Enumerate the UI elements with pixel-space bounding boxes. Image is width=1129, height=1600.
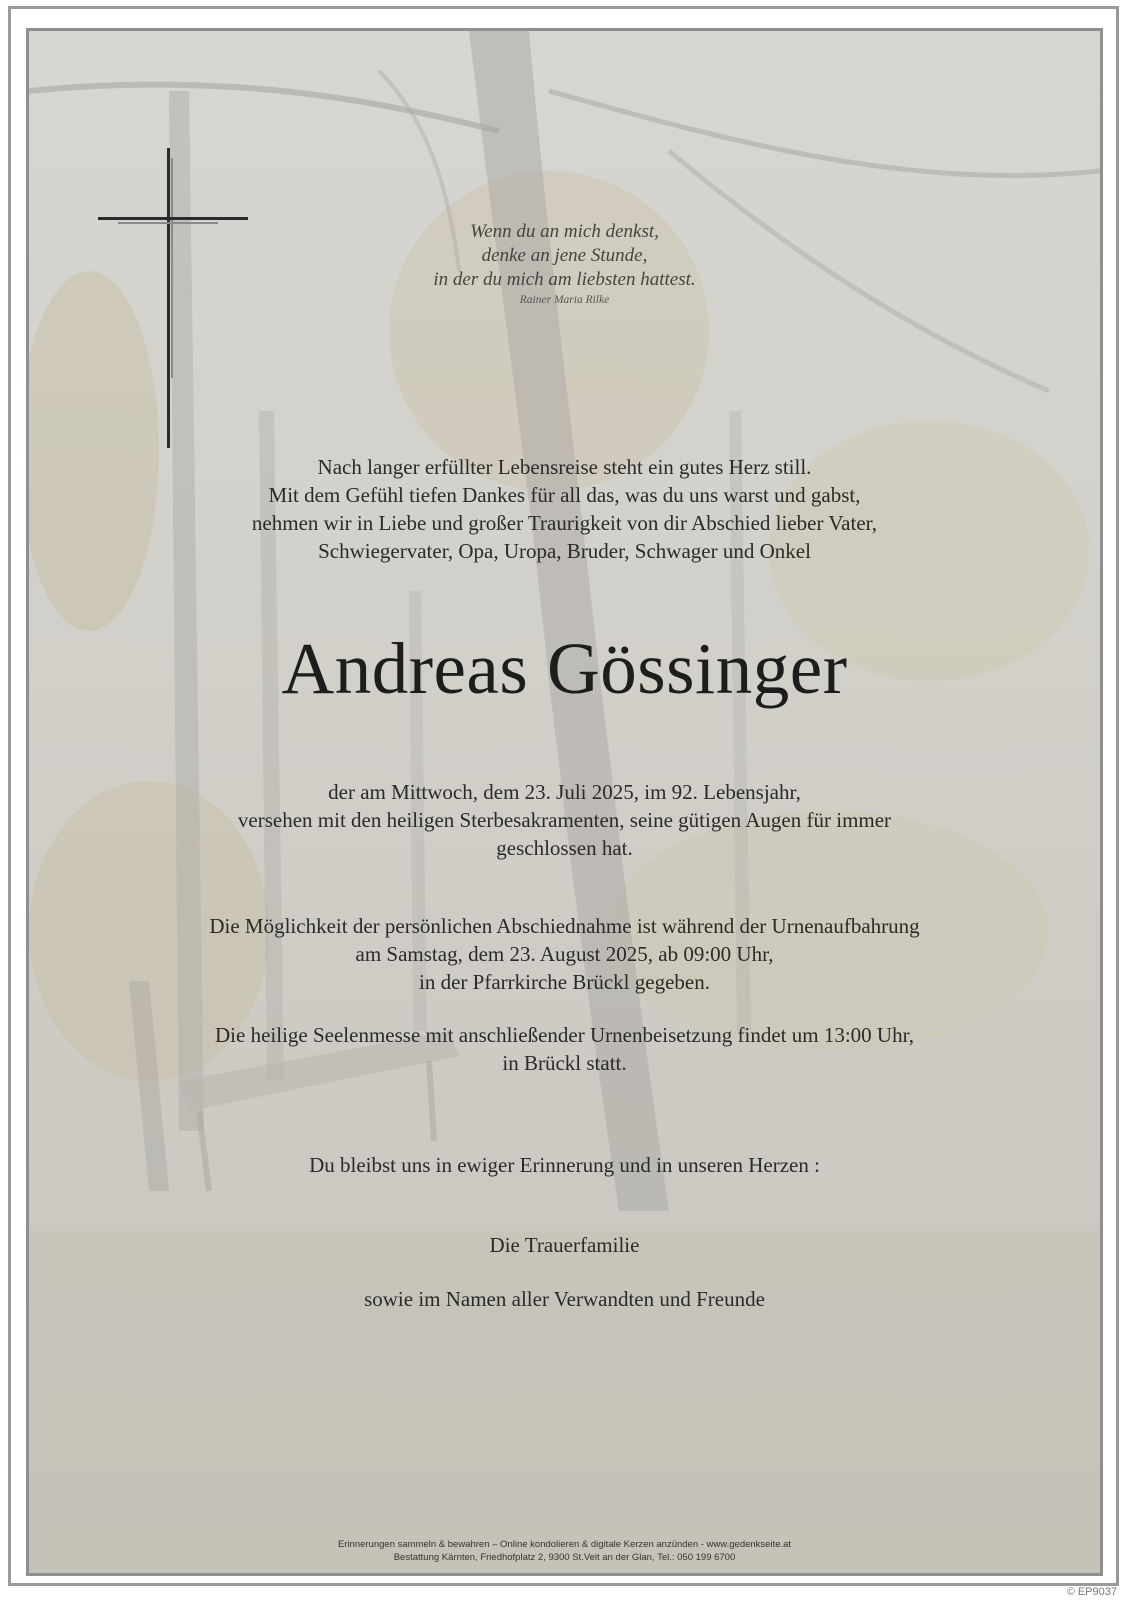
text-line: Schwiegervater, Opa, Uropa, Bruder, Schwager und Onkel <box>318 539 811 563</box>
text-line: der am Mittwoch, dem 23. Juli 2025, im 92. Lebensjahr, <box>328 780 801 804</box>
family-signature: Die Trauerfamilie <box>489 1233 640 1257</box>
text-line: nehmen wir in Liebe und großer Traurigkeit von dir Abschied lieber Vater, <box>251 511 878 535</box>
template-code: © EP9037 <box>1066 1586 1117 1598</box>
quote-author: Rainer Maria Rilke <box>519 294 610 306</box>
quote-line: Wenn du an mich denkst, <box>470 221 659 242</box>
text-line: Mit dem Gefühl tiefen Dankes für all das, was du uns warst und gabst, <box>268 483 861 507</box>
quote-block <box>29 220 1100 308</box>
footer-line: Erinnerungen sammeln & bewahren – Online kondolieren & digitale Kerzen anzünden - www.gedenkseite.at <box>337 1539 792 1550</box>
quote-line: denke an jene Stunde, <box>481 245 648 266</box>
text-line: Die Möglichkeit der persönlichen Abschiednahme ist während der Urnenaufbahrung <box>209 914 920 938</box>
farewell-text <box>29 912 1100 996</box>
quote-line: in der du mich am liebsten hattest. <box>433 269 696 290</box>
text-line: in der Pfarrkirche Brückl gegeben. <box>419 970 710 994</box>
footer <box>29 1538 1100 1564</box>
text-line: am Samstag, dem 23. August 2025, ab 09:00 Uhr, <box>355 942 774 966</box>
text-line: in Brückl statt. <box>502 1051 627 1075</box>
text-line: versehen mit den heiligen Sterbesakramenten, seine gütigen Augen für immer <box>237 808 892 832</box>
footer-line: Bestattung Kärnten, Friedhofplatz 2, 9300 St.Veit an der Glan, Tel.: 050 199 6700 <box>393 1552 736 1563</box>
intro-text <box>29 453 1100 565</box>
text-line: Die heilige Seelenmesse mit anschließender Urnenbeisetzung findet um 13:00 Uhr, <box>215 1023 914 1047</box>
mass-text <box>29 1021 1100 1077</box>
deceased-name: Andreas Gössinger <box>281 628 848 709</box>
memory-text: Du bleibst uns in ewiger Erinnerung und in unseren Herzen : <box>309 1153 820 1177</box>
notice-card <box>26 28 1103 1576</box>
death-info-text <box>29 778 1100 862</box>
text-line: geschlossen hat. <box>496 836 633 860</box>
relatives-text: sowie im Namen aller Verwandten und Freunde <box>364 1287 765 1311</box>
text-line: Nach langer erfüllter Lebensreise steht ein gutes Herz still. <box>317 455 812 479</box>
